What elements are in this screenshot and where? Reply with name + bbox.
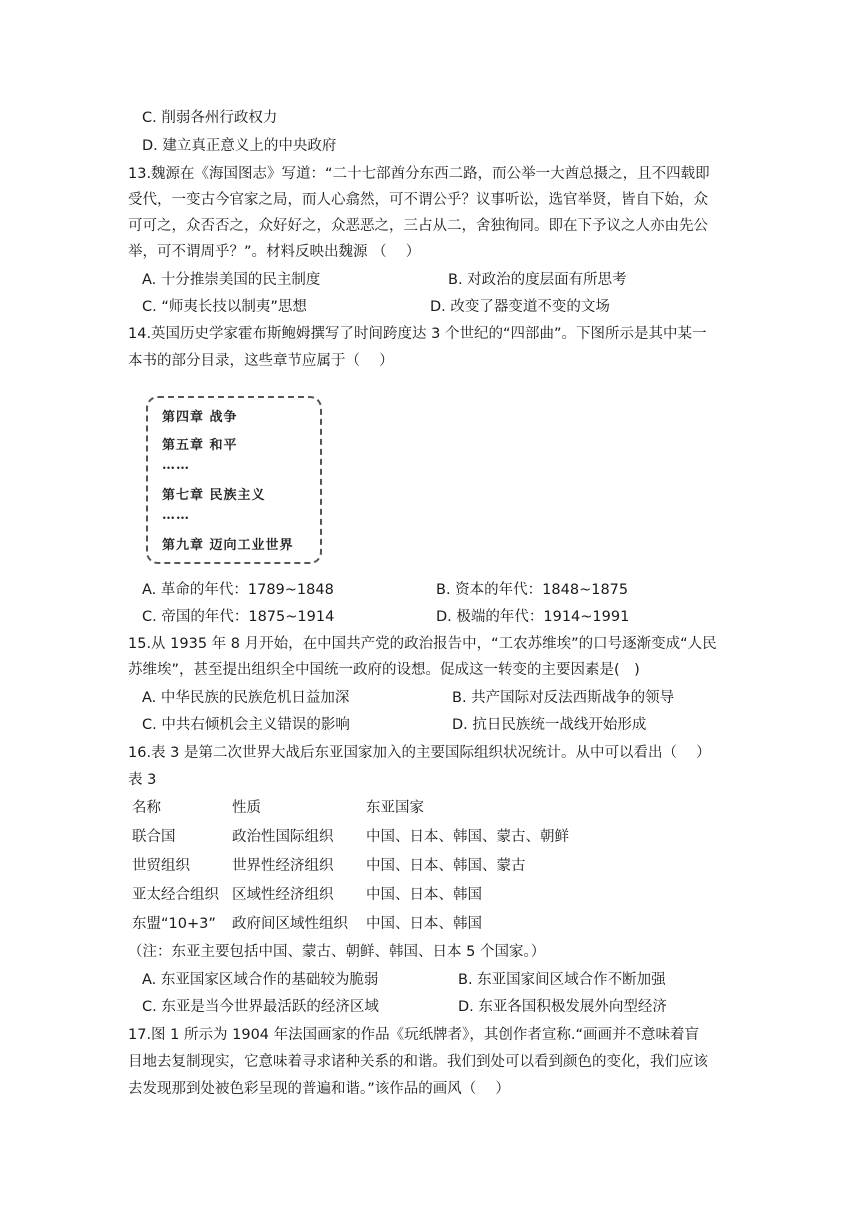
q15-option-d: D. 抗日民族统一战线开始形成	[452, 717, 647, 733]
table-cell: 世界性经济组织	[232, 858, 334, 874]
table-cell: 中国、日本、韩国、蒙古	[366, 858, 526, 874]
table-cell: 区域性经济组织	[232, 887, 334, 903]
q15-option-a: A. 中华民族的民族危机日益加深	[142, 690, 350, 706]
table-header-nature: 性质	[232, 800, 261, 816]
toc-line: 第九章 迈向工业世界	[162, 538, 294, 553]
toc-figure	[146, 396, 322, 564]
q13-option-d: D. 改变了器变道不变的文场	[430, 299, 610, 315]
q13-option-b: B. 对政治的度层面有所思考	[448, 272, 627, 288]
table-header-name: 名称	[132, 800, 161, 816]
q14-option-b: B. 资本的年代：1848~1875	[436, 582, 629, 598]
toc-line: ……	[162, 458, 190, 473]
q16-option-b: B. 东亚国家间区域合作不断加强	[458, 972, 666, 988]
q14-stem-line-1: 14.英国历史学家霍布斯鲍姆撰写了时间跨度达 3 个世纪的“四部曲”。下图所示是其中某一	[128, 326, 707, 342]
table-cell: 世贸组织	[132, 858, 190, 874]
toc-line: 第四章 战争	[162, 410, 238, 425]
toc-line: ……	[162, 508, 190, 523]
q17-stem-line-2: 目地去复制现实，它意味着寻求诸种关系的和谐。我们到处可以看到颜色的变化，我们应该	[128, 1054, 708, 1070]
table-cell: 联合国	[132, 829, 176, 845]
q13-option-a: A. 十分推崇美国的民主制度	[142, 272, 321, 288]
toc-line: 第五章 和平	[162, 438, 238, 453]
q14-option-d: D. 极端的年代：1914~1991	[436, 609, 630, 625]
q16-stem: 16.表 3 是第二次世界大战后东亚国家加入的主要国际组织状况统计。从中可以看出（ ）	[128, 745, 711, 761]
q13-stem-line-2: 受代，一变古今官家之局，而人心翕然，可不谓公乎？议事听讼，选官举贤，皆自下始，众	[128, 192, 708, 208]
q16-option-c: C. 东亚是当今世界最活跃的经济区域	[142, 999, 379, 1015]
table-cell: 亚太经合组织	[132, 887, 219, 903]
q15-option-b: B. 共产国际对反法西斯战争的领导	[452, 690, 675, 706]
q15-option-c: C. 中共右倾机会主义错误的影响	[142, 717, 350, 733]
table-note: （注：东亚主要包括中国、蒙古、朝鲜、韩国、日本 5 个国家。）	[128, 944, 546, 960]
q15-stem-line-1: 15.从 1935 年 8 月开始，在中国共产党的政治报告中，“工农苏维埃”的口号逐渐变成“人民	[128, 636, 717, 652]
table-cell: 政府间区域性组织	[232, 916, 348, 932]
q14-option-a: A. 革命的年代：1789~1848	[142, 582, 334, 598]
table-cell: 东盟“10+3”	[132, 916, 216, 932]
q16-option-a: A. 东亚国家区域合作的基础较为脆弱	[142, 972, 379, 988]
q17-stem-line-1: 17.图 1 所示为 1904 年法国画家的作品《玩纸牌者》，其创作者宣称.“画画并不意味着盲	[128, 1027, 699, 1043]
table-cell: 中国、日本、韩国	[366, 887, 482, 903]
q13-option-c: C. “师夷长技以制夷”思想	[142, 299, 307, 315]
table-title: 表 3	[128, 772, 157, 788]
table-cell: 中国、日本、韩国	[366, 916, 482, 932]
q14-option-c: C. 帝国的年代：1875~1914	[142, 609, 335, 625]
q13-stem-line-1: 13.魏源在《海国图志》写道：“二十七部酋分东西二路，而公举一大酋总摄之，且不四载即	[128, 166, 710, 182]
q12-option-c: C. 削弱各州行政权力	[142, 110, 278, 126]
q12-option-d: D. 建立真正意义上的中央政府	[142, 138, 337, 154]
q17-stem-line-3: 去发现那到处被色彩呈现的普遍和谐。”该作品的画风（ ）	[128, 1081, 510, 1097]
q16-option-d: D. 东亚各国积极发展外向型经济	[458, 999, 667, 1015]
q14-stem-line-2: 本书的部分目录，这些章节应属于（ ）	[128, 353, 394, 369]
table-cell: 中国、日本、韩国、蒙古、朝鲜	[366, 829, 569, 845]
toc-line: 第七章 民族主义	[162, 488, 266, 503]
q13-stem-line-3: 可可之，众否否之，众好好之，众恶恶之，三占从二，舍独徇同。即在下予议之人亦由先公	[128, 218, 708, 234]
table-header-countries: 东亚国家	[366, 800, 424, 816]
table-cell: 政治性国际组织	[232, 829, 334, 845]
q13-stem-line-4: 举，可不谓周乎？”。材料反映出魏源 （ ）	[128, 244, 421, 260]
q15-stem-line-2: 苏维埃”，甚至提出组织全中国统一政府的设想。促成这一转变的主要因素是( )	[128, 662, 640, 678]
